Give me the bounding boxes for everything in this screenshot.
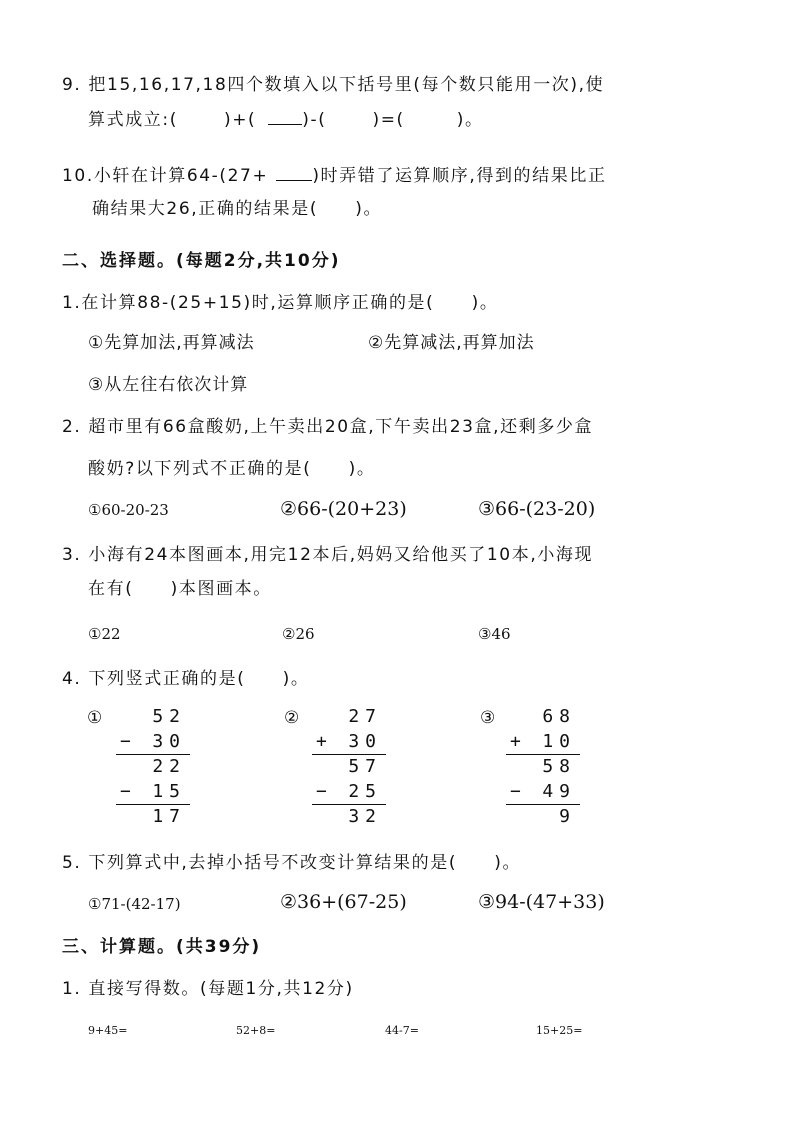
c3-line2: 在有( )本图画本。	[88, 579, 272, 599]
q9-text-e: )。	[456, 110, 484, 130]
v2-operand-c: 25	[348, 781, 382, 802]
q10-text-a: 10.小轩在计算64-(27+	[62, 166, 269, 186]
section3-title: 三、计算题。(共39分)	[62, 937, 262, 957]
v3-operator-1: +	[510, 731, 521, 752]
c2-option-1[interactable]: ①60-20-23	[88, 501, 169, 519]
v2-operator-2: −	[316, 781, 327, 802]
c5-option-3[interactable]: ③94-(47+33)	[478, 891, 605, 913]
s3q1-title: 1. 直接写得数。(每题1分,共12分)	[62, 979, 354, 999]
q9-text-b: )+(	[223, 110, 257, 130]
c4-option-2-mark[interactable]: ②	[284, 708, 300, 728]
q10-blank[interactable]	[276, 164, 312, 181]
q9-text-c: )-(	[302, 110, 327, 130]
q9-text-a: 算式成立:(	[88, 110, 178, 130]
c1-question: 1.在计算88-(25+15)时,运算顺序正确的是( )。	[62, 293, 499, 313]
v2-line-2	[312, 804, 386, 805]
q9-line2	[88, 108, 484, 131]
calc-item-4[interactable]: 15+25=	[536, 1024, 583, 1037]
v2-operator-1: +	[316, 731, 327, 752]
v3-result-2: 9	[559, 806, 576, 827]
v1-operator-2: −	[120, 781, 131, 802]
c3-option-2[interactable]: ②26	[282, 625, 315, 643]
c1-option-3[interactable]: ③从左往右依次计算	[88, 375, 249, 395]
v3-line-1	[506, 754, 580, 755]
c2-line1: 2. 超市里有66盒酸奶,上午卖出20盒,下午卖出23盒,还剩多少盒	[62, 417, 594, 437]
c4-option-1-mark[interactable]: ①	[87, 708, 103, 728]
c4-vertical-2[interactable]	[278, 706, 388, 826]
c1-option-1[interactable]: ①先算加法,再算减法	[88, 333, 255, 353]
q9-blank-2[interactable]	[268, 108, 302, 125]
q9-text-d: )=(	[372, 110, 405, 130]
v3-operand-c: 49	[542, 781, 576, 802]
v3-line-2	[506, 804, 580, 805]
v1-operand-b: 30	[152, 731, 186, 752]
v2-operand-a: 27	[348, 706, 382, 727]
q10-line2: 确结果大26,正确的结果是( )。	[92, 199, 383, 219]
v1-line-2	[116, 804, 190, 805]
q9-line1: 9. 把15,16,17,18四个数填入以下括号里(每个数只能用一次),使	[62, 75, 605, 95]
section2-title: 二、选择题。(每题2分,共10分)	[62, 251, 341, 271]
v1-line-1	[116, 754, 190, 755]
c2-option-2[interactable]: ②66-(20+23)	[280, 498, 407, 520]
c2-line2: 酸奶?以下列式不正确的是( )。	[88, 459, 376, 479]
v3-operand-a: 68	[542, 706, 576, 727]
v1-operand-a: 52	[152, 706, 186, 727]
v3-operand-b: 10	[542, 731, 576, 752]
c2-option-3[interactable]: ③66-(23-20)	[478, 498, 596, 520]
c4-vertical-3[interactable]	[472, 706, 582, 826]
v1-result-2: 17	[152, 806, 186, 827]
v2-operand-b: 30	[348, 731, 382, 752]
calc-item-1[interactable]: 9+45=	[88, 1024, 128, 1037]
q10-line1	[62, 164, 607, 187]
c1-option-2[interactable]: ②先算减法,再算加法	[368, 333, 535, 353]
v2-result-1: 57	[348, 756, 382, 777]
c5-question: 5. 下列算式中,去掉小括号不改变计算结果的是( )。	[62, 853, 522, 873]
c3-line1: 3. 小海有24本图画本,用完12本后,妈妈又给他买了10本,小海现	[62, 545, 594, 565]
c4-vertical-1[interactable]	[82, 706, 192, 826]
v1-operand-c: 15	[152, 781, 186, 802]
c3-option-1[interactable]: ①22	[88, 625, 121, 643]
calc-item-3[interactable]: 44-7=	[385, 1024, 419, 1037]
v3-result-1: 58	[542, 756, 576, 777]
c4-option-3-mark[interactable]: ③	[480, 708, 496, 728]
calc-item-2[interactable]: 52+8=	[236, 1024, 276, 1037]
v1-result-1: 22	[152, 756, 186, 777]
c5-option-1[interactable]: ①71-(42-17)	[88, 895, 181, 913]
v2-line-1	[312, 754, 386, 755]
v3-operator-2: −	[510, 781, 521, 802]
v1-operator-1: −	[120, 731, 131, 752]
c4-question: 4. 下列竖式正确的是( )。	[62, 669, 310, 689]
q10-text-b: )时弄错了运算顺序,得到的结果比正	[312, 166, 607, 186]
c3-option-3[interactable]: ③46	[478, 625, 511, 643]
v2-result-2: 32	[348, 806, 382, 827]
c5-option-2[interactable]: ②36+(67-25)	[280, 891, 407, 913]
